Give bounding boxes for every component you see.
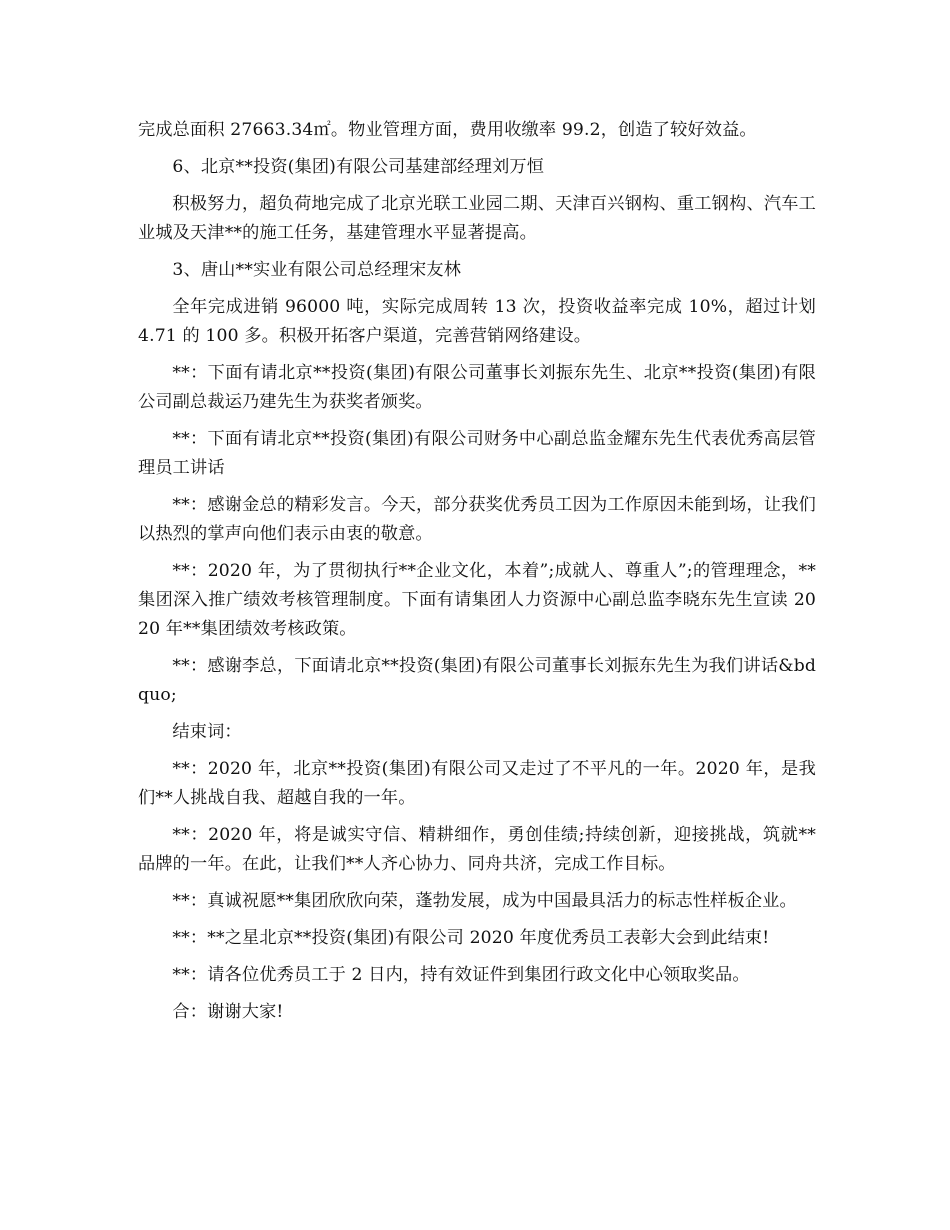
paragraph-3: 积极努力，超负荷地完成了北京光联工业园二期、天津百兴钢构、重工钢构、汽车工业城及天津**的施工任务，基建管理水平显著提高。 [138, 194, 816, 243]
paragraph-17: 合：谢谢大家! [172, 1002, 284, 1022]
paragraph-10: **：感谢李总，下面请北京**投资(集团)有限公司董事长刘振东先生为我们讲话&bdquo; [138, 656, 816, 705]
paragraph-16: **：请各位优秀员工于 2 日内，持有效证件到集团行政文化中心领取奖品。 [172, 965, 750, 985]
paragraph-12: **：2020 年，北京**投资(集团)有限公司又走过了不平凡的一年。2020 年，是我们**人挑战自我、超越自我的一年。 [138, 759, 816, 808]
paragraph-5: 全年完成进销 96000 吨，实际完成周转 13 次，投资收益率完成 10%，超过计划 4.71 的 100 多。积极开拓客户渠道，完善营销网络建设。 [138, 297, 822, 346]
paragraph-13: **：2020 年，将是诚实守信、精耕细作，勇创佳绩;持续创新，迎接挑战，筑就**品牌的一年。在此，让我们**人齐心协力、同舟共济，完成工作目标。 [138, 825, 816, 874]
paragraph-4: 3、唐山**实业有限公司总经理宋友林 [172, 260, 462, 280]
paragraph-14: **：真诚祝愿**集团欣欣向荣，蓬勃发展，成为中国最具活力的标志性样板企业。 [172, 891, 797, 911]
paragraph-15: **：**之星北京**投资(集团)有限公司 2020 年度优秀员工表彰大会到此结束! [172, 928, 770, 948]
paragraph-1: 完成总面积 27663.34㎡。物业管理方面，费用收缴率 99.2，创造了较好效益。 [138, 120, 757, 140]
paragraph-9: **：2020 年，为了贯彻执行**企业文化，本着”;成就人、尊重人”;的管理理念，**集团深入推广绩效考核管理制度。下面有请集团人力资源中心副总监李晓东先生宣读 2020 年**集团绩效考核政策。 [138, 561, 816, 639]
document-body [138, 116, 822, 1027]
paragraph-6: **：下面有请北京**投资(集团)有限公司董事长刘振东先生、北京**投资(集团)有限公司副总裁运乃建先生为获奖者颁奖。 [138, 363, 816, 412]
paragraph-2: 6、北京**投资(集团)有限公司基建部经理刘万恒 [172, 157, 545, 177]
paragraph-8: **：感谢金总的精彩发言。今天，部分获奖优秀员工因为工作原因未能到场，让我们以热烈的掌声向他们表示由衷的敬意。 [138, 495, 816, 544]
paragraph-11: 结束词： [172, 722, 242, 742]
paragraph-7: **：下面有请北京**投资(集团)有限公司财务中心副总监金耀东先生代表优秀高层管理员工讲话 [138, 429, 816, 478]
